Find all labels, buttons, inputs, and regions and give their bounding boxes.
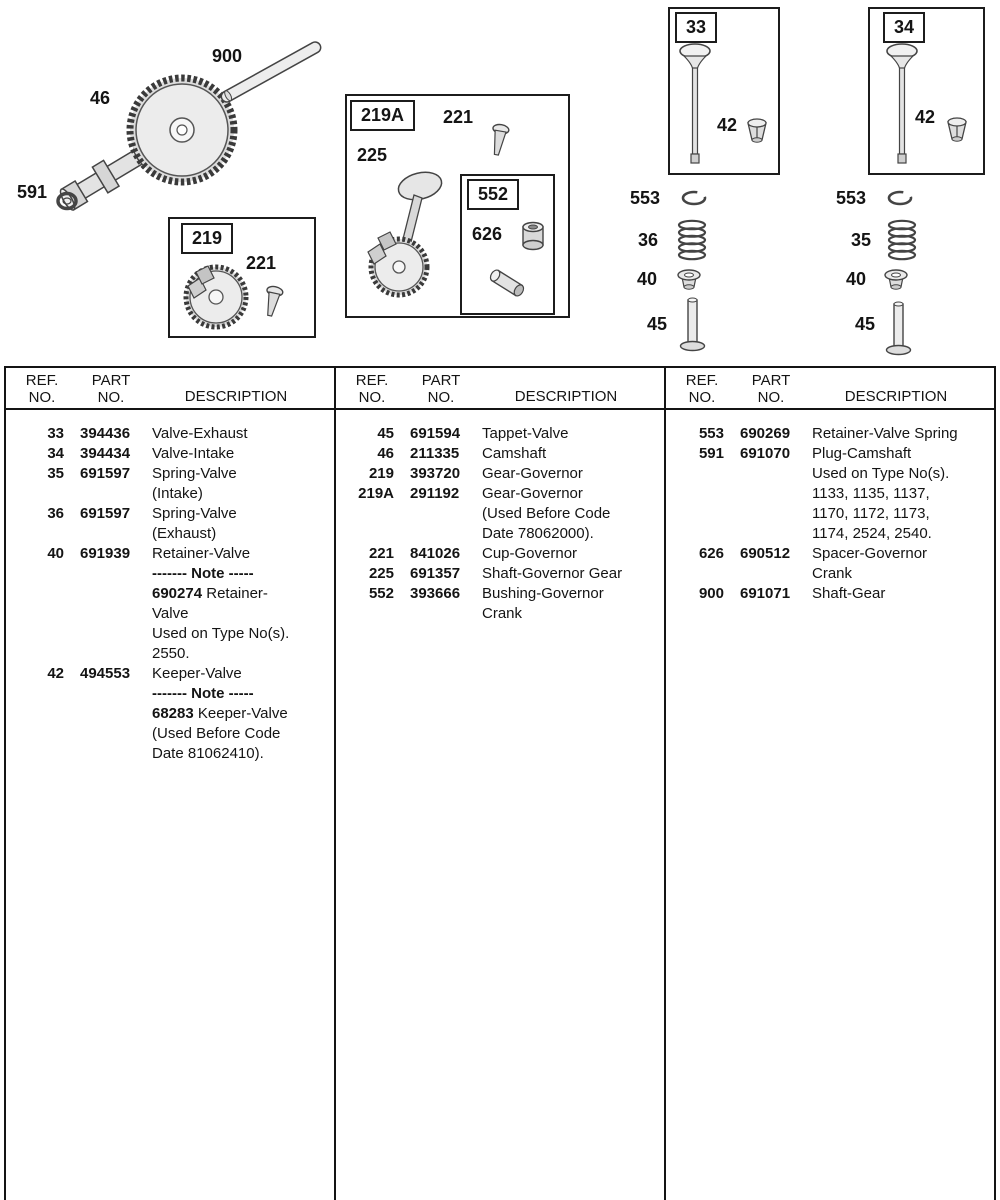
- retainer-valve-illustration-2: [885, 270, 907, 289]
- table-row-continuation: Used on Type No(s).: [152, 625, 290, 642]
- parts-column-3: [664, 368, 994, 1200]
- table-row: 34 394434 Valve-Intake: [47, 445, 235, 462]
- header-ref-no: REF. NO.: [685, 372, 719, 406]
- table-row: 225 691357 Shaft-Governor Gear: [368, 565, 623, 582]
- table-row-continuation: 68283 Keeper-Valve: [152, 705, 288, 722]
- table-row: 552 393666 Bushing-Governor: [368, 585, 604, 602]
- table-row-continuation: (Exhaust): [152, 525, 217, 542]
- table-row-continuation: ------- Note -----: [152, 565, 254, 582]
- part-label-219a: 219A: [350, 100, 415, 131]
- table-header-3: [666, 368, 994, 410]
- table-row: 46 211335 Camshaft: [377, 445, 547, 462]
- retainer-valve-illustration-1: [678, 270, 700, 289]
- parts-list-body-3: [666, 410, 994, 604]
- part-label-552: 552: [467, 179, 519, 210]
- exploded-parts-diagram: [0, 0, 1000, 366]
- table-row-continuation: 1133, 1135, 1137,: [812, 485, 930, 502]
- part-label-225: 225: [357, 145, 388, 165]
- table-row: 591 691070 Plug-Camshaft: [698, 445, 912, 462]
- part-label-553-b: 553: [836, 188, 867, 208]
- retainer-valve-spring-illustration-2: [889, 192, 911, 204]
- header-description: DESCRIPTION: [514, 388, 618, 405]
- parts-list-body-1: [6, 410, 334, 764]
- table-row: 221 841026 Cup-Governor: [368, 545, 578, 562]
- table-header-2: [336, 368, 664, 410]
- parts-table: [4, 366, 996, 1200]
- table-row: 626 690512 Spacer-Governor: [698, 545, 928, 562]
- table-row: 40 691939 Retainer-Valve: [47, 545, 251, 562]
- table-row-continuation: (Intake): [152, 485, 203, 502]
- retainer-valve-spring-illustration-1: [683, 192, 705, 204]
- part-label-40-b: 40: [846, 269, 867, 289]
- part-label-591: 591: [17, 182, 48, 202]
- table-row-continuation: 1174, 2524, 2540.: [812, 525, 932, 542]
- table-row: 900 691071 Shaft-Gear: [698, 585, 886, 602]
- table-row-continuation: 690274 Retainer-: [152, 585, 268, 602]
- table-row-continuation: (Used Before Code: [152, 725, 281, 742]
- spring-valve-intake-illustration: [889, 221, 915, 259]
- parts-column-1: [6, 368, 334, 1200]
- tappet-valve-illustration-2: [887, 302, 911, 355]
- table-row-continuation: Date 81062410).: [152, 745, 264, 762]
- header-description: DESCRIPTION: [184, 388, 288, 405]
- part-label-42-b: 42: [915, 107, 936, 127]
- table-row-continuation: Valve: [152, 605, 189, 622]
- tappet-valve-illustration-1: [681, 298, 705, 351]
- header-part-no: PART NO.: [751, 372, 791, 406]
- table-row-continuation: 1170, 1172, 1173,: [812, 505, 930, 522]
- table-row: 553 690269 Retainer-Valve Spring: [698, 425, 958, 442]
- part-label-219: 219: [181, 223, 233, 254]
- parts-list-body-2: [336, 410, 664, 624]
- table-row: 33 394436 Valve-Exhaust: [47, 425, 248, 442]
- part-label-626: 626: [472, 224, 503, 244]
- table-row: 35 691597 Spring-Valve: [47, 465, 237, 482]
- header-part-no: PART NO.: [91, 372, 131, 406]
- table-row-continuation: Used on Type No(s).: [812, 465, 950, 482]
- part-label-900: 900: [212, 46, 243, 66]
- table-row-continuation: Crank: [812, 565, 853, 582]
- part-label-45-b: 45: [855, 314, 876, 334]
- spring-valve-exhaust-illustration: [679, 221, 705, 259]
- part-label-33: 33: [675, 12, 717, 43]
- part-label-45-a: 45: [647, 314, 668, 334]
- part-label-46: 46: [90, 88, 111, 108]
- part-label-221-b: 221: [443, 107, 474, 127]
- header-description: DESCRIPTION: [844, 388, 948, 405]
- table-row: 219 393720 Gear-Governor: [368, 465, 583, 482]
- table-row: 42 494553 Keeper-Valve: [47, 665, 242, 682]
- camshaft-illustration: [56, 78, 234, 214]
- part-label-35: 35: [851, 230, 872, 250]
- table-row-continuation: 2550.: [152, 645, 190, 662]
- header-part-no: PART NO.: [421, 372, 461, 406]
- table-row: 36 691597 Spring-Valve: [47, 505, 237, 522]
- table-row-continuation: Date 78062000).: [482, 525, 594, 542]
- part-label-553-a: 553: [630, 188, 661, 208]
- table-row-continuation: (Used Before Code: [482, 505, 611, 522]
- table-header-1: [6, 368, 334, 410]
- parts-column-2: [334, 368, 664, 1200]
- header-ref-no: REF. NO.: [25, 372, 59, 406]
- table-row: 45 691594 Tappet-Valve: [377, 425, 569, 442]
- part-label-34: 34: [883, 12, 925, 43]
- part-label-36: 36: [638, 230, 659, 250]
- part-label-40-a: 40: [637, 269, 658, 289]
- header-ref-no: REF. NO.: [355, 372, 389, 406]
- part-label-221-a: 221: [246, 253, 277, 273]
- part-label-42-a: 42: [717, 115, 738, 135]
- table-row-continuation: ------- Note -----: [152, 685, 254, 702]
- table-row: 219A 291192 Gear-Governor: [358, 485, 583, 502]
- table-row-continuation: Crank: [482, 605, 523, 622]
